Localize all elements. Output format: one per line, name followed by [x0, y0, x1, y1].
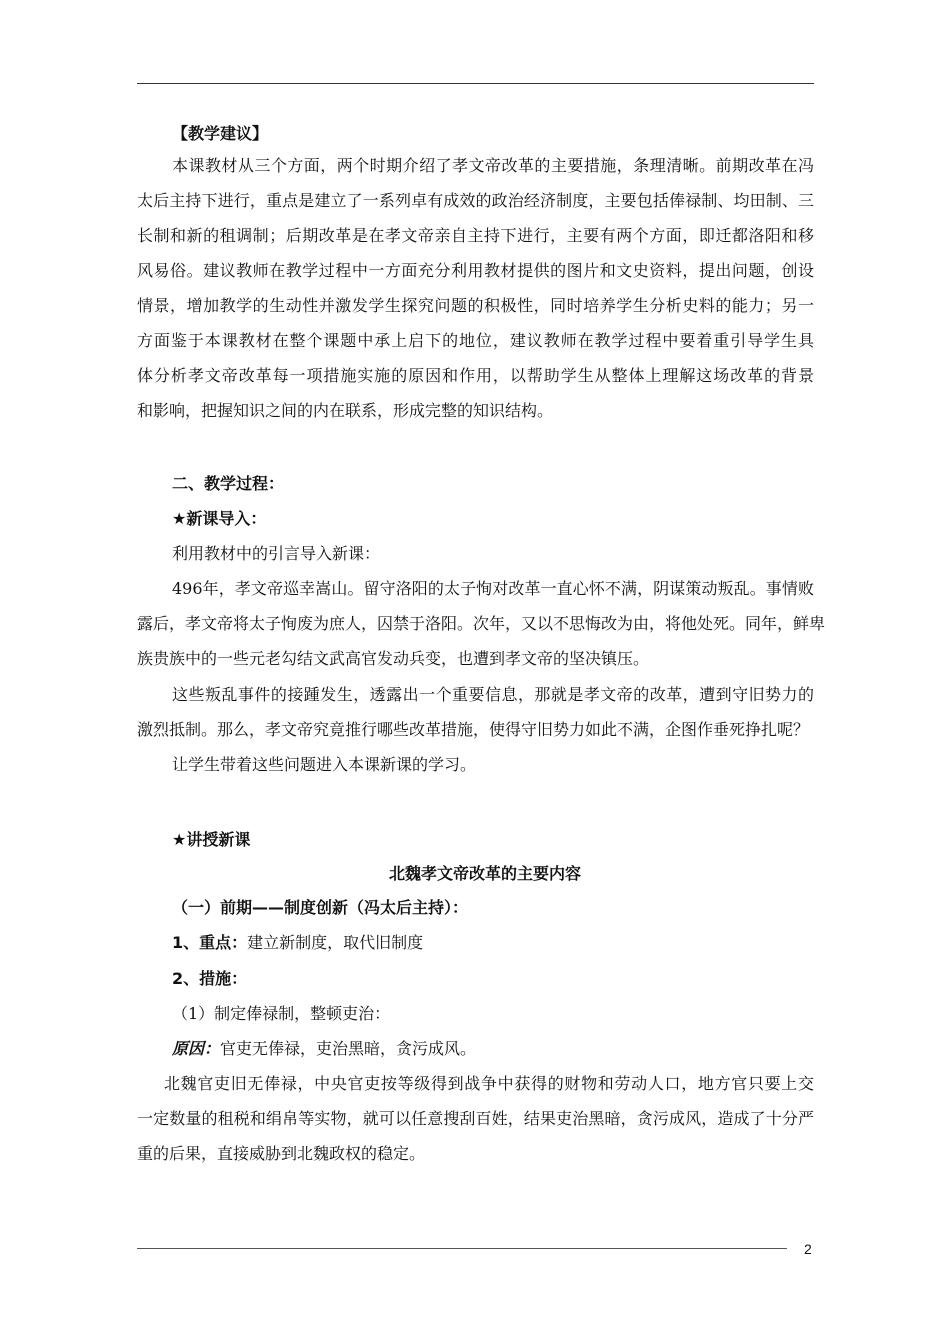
reason-label: 原因：	[172, 1039, 221, 1058]
reflection-line: 激烈抵制。那么，孝文帝究竟推行哪些改革措施，使得守旧势力如此不满，企图作垂死挣扎呢？	[137, 720, 810, 739]
advice-line: 情景，增加教学的生动性并激发学生探究问题的积极性，同时培养学生分析史料的能力；另一	[137, 296, 814, 315]
measures-label: 2、措施：	[172, 969, 248, 988]
transition-text: 让学生带着这些问题进入本课新课的学习。	[172, 755, 477, 774]
measure-item: （1）制定俸禄制，整顿吏治：	[172, 1004, 391, 1023]
advice-line: 和影响，把握知识之间的内在联系，形成完整的知识结构。	[137, 401, 554, 420]
detail-line: 北魏官吏旧无俸禄，中央官吏按等级得到战争中获得的财物和劳动人口，地方官只要上交	[164, 1074, 814, 1093]
advice-heading: 【教学建议】	[172, 124, 269, 143]
story-line: 族贵族中的一些元老勾结文武高官发动兵变，也遭到孝文帝的坚决镇压。	[137, 649, 650, 668]
advice-line: 风易俗。建议教师在教学过程中一方面充分利用教材提供的图片和文史资料，提出问题，创设	[137, 261, 814, 280]
story-line: 496年，孝文帝巡幸嵩山。留守洛阳的太子恂对改革一直心怀不满，阴谋策动叛乱。事情败	[172, 579, 814, 598]
process-heading: 二、教学过程：	[172, 474, 285, 493]
phase-heading: （一）前期——制度创新（冯太后主持）：	[172, 898, 469, 917]
page-number: 2	[804, 1241, 812, 1257]
footer-rule	[137, 1248, 787, 1249]
section-title: 北魏孝文帝改革的主要内容	[389, 864, 582, 883]
story-line: 露后，孝文帝将太子恂废为庶人，囚禁于洛阳。次年，又以不思悔改为由，将他处死。同年，鲜卑	[137, 614, 826, 633]
reason-text: 官吏无俸禄，吏治黑暗，贪污成风。	[220, 1039, 477, 1058]
focus-item	[172, 933, 423, 953]
intro-lead: 利用教材中的引言导入新课：	[172, 544, 381, 563]
advice-line: 本课教材从三个方面，两个时期介绍了孝文帝改革的主要措施，条理清晰。前期改革在冯	[172, 156, 814, 175]
advice-line: 体分析孝文帝改革每一项措施实施的原因和作用，以帮助学生从整体上理解这场改革的背景	[137, 366, 814, 385]
advice-line: 长制和新的租调制；后期改革是在孝文帝亲自主持下进行，主要有两个方面，即迁都洛阳和移	[137, 226, 814, 245]
reflection-line: 这些叛乱事件的接踵发生，透露出一个重要信息，那就是孝文帝的改革，遭到守旧势力的	[172, 685, 814, 704]
focus-text: 建立新制度，取代旧制度	[247, 933, 424, 952]
header-rule	[137, 83, 814, 84]
reason-item	[172, 1039, 476, 1059]
lecture-heading: ★讲授新课	[172, 830, 251, 849]
advice-line: 太后主持下进行，重点是建立了一系列卓有成效的政治经济制度，主要包括俸禄制、均田制、三	[137, 191, 814, 210]
intro-heading: ★新课导入：	[172, 509, 267, 528]
detail-line: 重的后果，直接威胁到北魏政权的稳定。	[137, 1144, 426, 1163]
advice-line: 方面鉴于本课教材在整个课题中承上启下的地位，建议教师在教学过程中要着重引导学生具	[137, 331, 814, 350]
detail-line: 一定数量的租税和绢帛等实物，就可以任意搜刮百姓，结果吏治黑暗，贪污成风，造成了十分严	[137, 1109, 814, 1128]
focus-label: 1、重点：	[172, 933, 248, 952]
